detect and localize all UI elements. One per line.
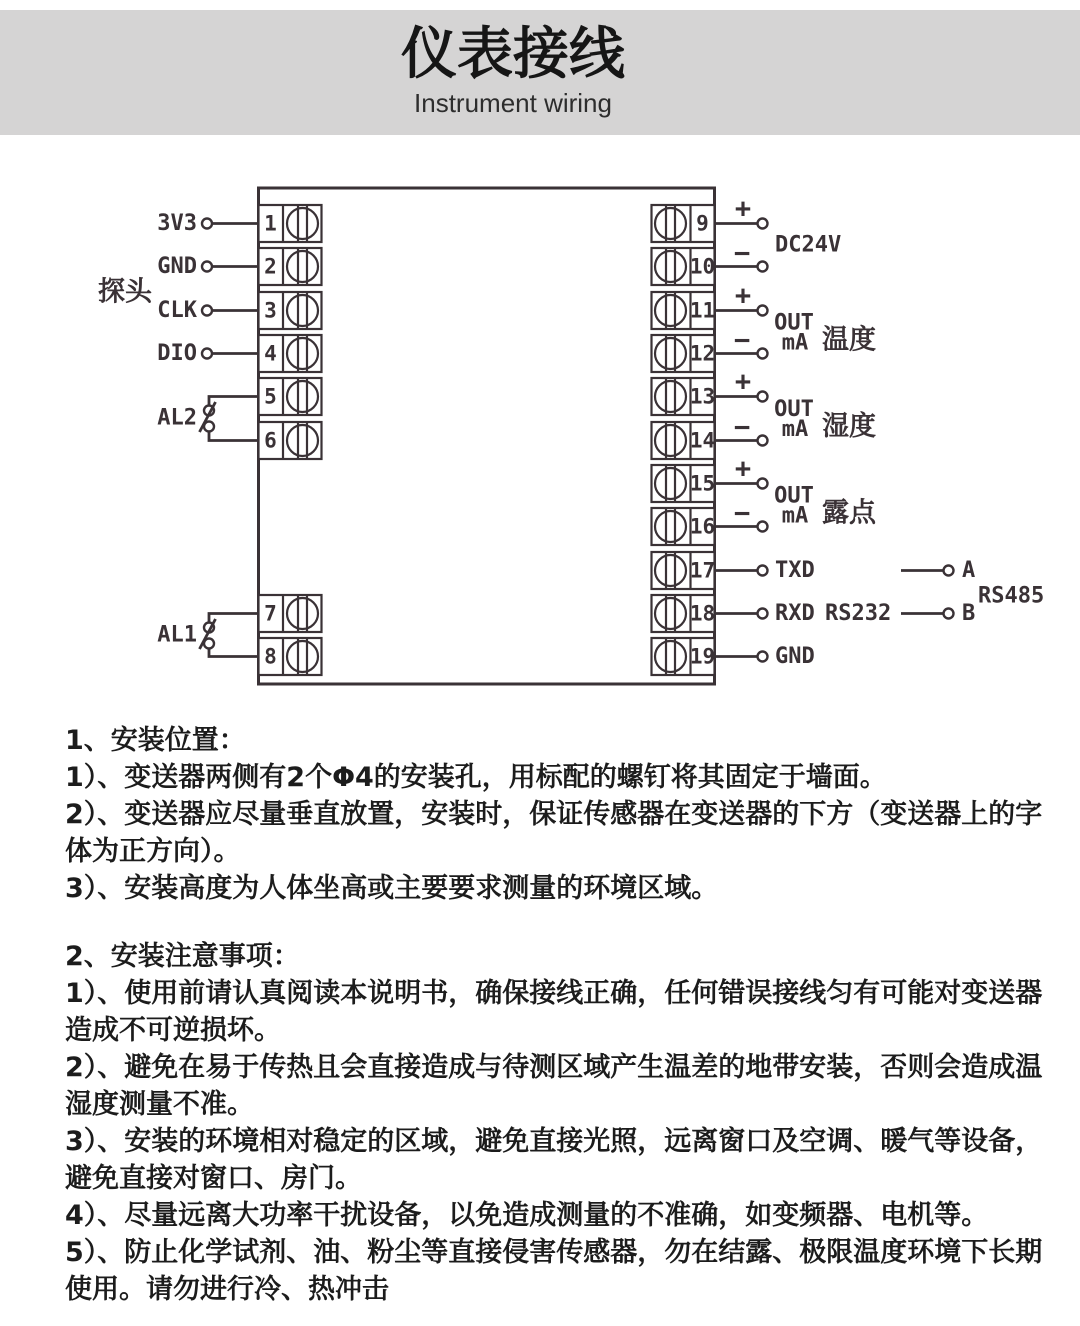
power-label: DC24V xyxy=(775,232,842,258)
note-item: 3）、安装高度为人体坐高或主要要求测量的环境区域。 xyxy=(65,873,719,904)
terminal-number: 2 xyxy=(264,254,277,279)
pin-label-clk: CLK xyxy=(157,298,197,323)
txd-label: TXD xyxy=(775,558,815,583)
terminal-block xyxy=(259,248,322,285)
serial-group xyxy=(775,558,891,669)
terminal-block xyxy=(652,595,768,632)
plus-sign: + xyxy=(734,366,752,397)
rxd-label: RXD xyxy=(775,601,815,626)
probe-label: 探头 xyxy=(98,276,152,308)
analog-output-dewpoint xyxy=(774,484,877,529)
installation-notes xyxy=(0,722,1080,1308)
page-title: 仪表接线 xyxy=(401,22,625,88)
rs485-a-label: A xyxy=(962,558,976,583)
wiring-diagram xyxy=(0,135,1080,720)
terminal-number: 1 xyxy=(264,211,277,236)
ma-label: mA xyxy=(781,417,809,442)
minus-sign: − xyxy=(733,325,751,356)
terminal-number: 11 xyxy=(689,298,716,323)
connection-point xyxy=(758,306,768,316)
out-label: OUT xyxy=(774,483,814,509)
channel-name: 露点 xyxy=(822,497,876,529)
terminal-number: 19 xyxy=(689,644,716,669)
channel-name: 温度 xyxy=(822,324,876,356)
minus-sign: − xyxy=(733,412,751,443)
analog-output-temperature xyxy=(774,311,876,356)
note-item: 1）、使用前请认真阅读本说明书，确保接线正确，任何错误接线匀有可能对变送器造成不可逆损坏。 xyxy=(65,978,1043,1046)
out-label: OUT xyxy=(774,397,814,422)
section-heading: 1、安装位置： xyxy=(65,725,246,756)
plus-sign: + xyxy=(734,280,752,311)
note-item: 1）、变送器两侧有2个Φ4的安装孔，用标配的螺钉将其固定于墙面。 xyxy=(65,762,887,793)
connection-point xyxy=(944,609,954,619)
alarm1-group xyxy=(157,614,258,657)
terminal-number: 4 xyxy=(264,341,277,366)
terminal-number: 5 xyxy=(264,384,277,409)
terminal-number: 7 xyxy=(264,601,277,626)
rs485-label: RS485 xyxy=(978,583,1045,609)
connection-point xyxy=(758,436,768,446)
note-item: 2）、避免在易于传热且会直接造成与待测区域产生温差的地带安装，否则会造成温湿度测量不准。 xyxy=(65,1052,1043,1120)
alarm2-label: AL2 xyxy=(157,405,197,431)
terminal-number: 6 xyxy=(264,428,277,453)
terminal-block xyxy=(259,292,322,329)
gnd-label: GND xyxy=(775,644,815,669)
terminal-block xyxy=(259,595,322,632)
pin-label-3v3: 3V3 xyxy=(157,211,197,236)
alarm1-label: AL1 xyxy=(157,622,197,648)
terminal-block xyxy=(259,638,322,675)
ma-label: mA xyxy=(781,330,809,356)
connection-point xyxy=(944,566,954,576)
connection-point xyxy=(758,262,768,272)
terminal-number: 17 xyxy=(689,558,716,583)
terminal-number: 13 xyxy=(689,384,716,409)
terminal-block xyxy=(259,378,322,415)
terminal-block xyxy=(652,638,768,675)
section-heading: 2、安装注意事项： xyxy=(65,941,300,972)
alarm2-group xyxy=(157,397,258,441)
terminal-number: 9 xyxy=(696,211,709,236)
connection-point xyxy=(758,479,768,489)
section-install-position xyxy=(65,722,1065,907)
note-item: 5）、防止化学试剂、油、粉尘等直接侵害传感器，勿在结露、极限温度环境下长期使用。请勿进行冷、热冲击 xyxy=(65,1237,1043,1305)
note-item: 2）、变送器应尽量垂直放置，安装时，保证传感器在变送器的下方（变送器上的字体为正方向）。 xyxy=(65,799,1043,867)
analog-output-humidity xyxy=(774,397,876,442)
pin-label-dio: DIO xyxy=(157,341,197,366)
rs485-b-label: B xyxy=(962,601,976,626)
connection-point xyxy=(758,349,768,359)
connection-point xyxy=(202,262,212,272)
connection-point xyxy=(758,392,768,402)
terminal-number: 15 xyxy=(689,471,716,496)
terminal-number: 18 xyxy=(689,601,716,626)
connection-point xyxy=(758,609,768,619)
top-margin xyxy=(0,0,1080,10)
terminal-number: 3 xyxy=(264,298,277,323)
terminal-block xyxy=(652,552,768,589)
pin-label-gnd: GND xyxy=(157,254,197,279)
connection-point xyxy=(758,566,768,576)
note-item: 4）、尽量远离大功率干扰设备，以免造成测量的不准确，如变频器、电机等。 xyxy=(65,1200,989,1231)
channel-name: 湿度 xyxy=(822,411,876,442)
minus-sign: − xyxy=(733,238,751,269)
terminal-block xyxy=(259,205,322,242)
minus-sign: − xyxy=(733,498,751,529)
connection-point xyxy=(202,349,212,359)
ma-label: mA xyxy=(781,503,809,529)
terminal-number: 12 xyxy=(689,341,716,366)
polarity-signs xyxy=(734,193,751,529)
terminal-block xyxy=(259,335,322,372)
connection-point xyxy=(758,522,768,532)
connection-point xyxy=(202,219,212,229)
probe-pin-group xyxy=(98,211,259,366)
device-outline xyxy=(259,188,715,684)
terminal-number: 16 xyxy=(689,514,716,539)
section-install-precautions xyxy=(65,938,1065,1308)
connection-point xyxy=(758,652,768,662)
page-subtitle: Instrument wiring xyxy=(414,87,612,118)
plus-sign: + xyxy=(734,193,752,224)
terminal-number: 10 xyxy=(689,254,716,279)
rs232-label: RS232 xyxy=(825,601,892,626)
terminal-block xyxy=(259,422,322,459)
connection-point xyxy=(758,219,768,229)
terminal-number: 8 xyxy=(264,644,277,669)
out-label: OUT xyxy=(774,310,814,336)
plus-sign: + xyxy=(734,453,752,484)
connection-point xyxy=(202,306,212,316)
rs485-group xyxy=(901,558,1044,626)
terminal-number: 14 xyxy=(689,428,716,453)
page-header xyxy=(0,10,1080,135)
note-item: 3）、安装的环境相对稳定的区域，避免直接光照，远离窗口及空调、暖气等设备，避免直接对窗口、房门。 xyxy=(65,1126,1043,1194)
